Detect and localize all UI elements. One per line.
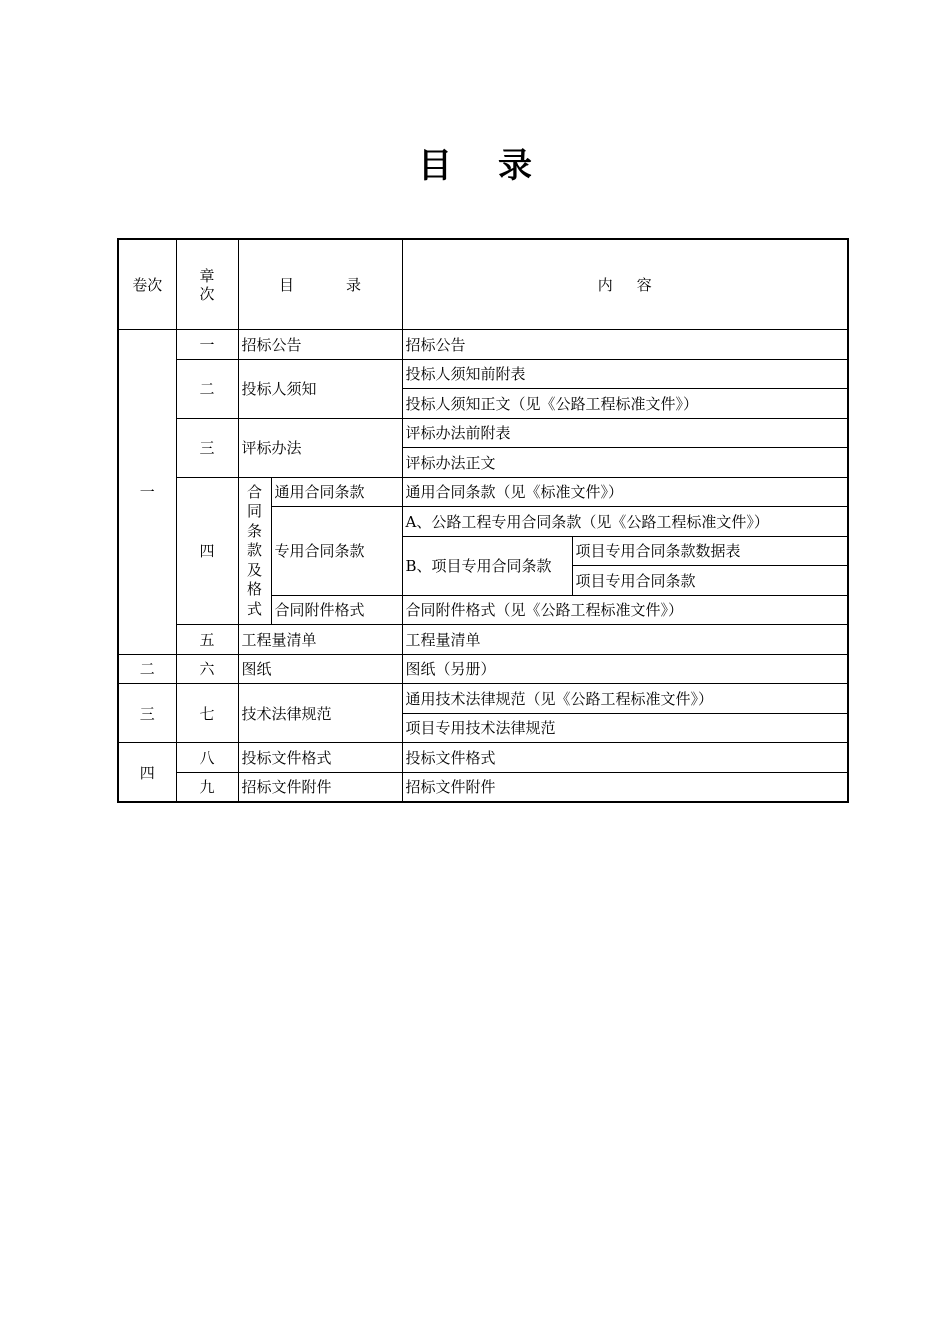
content-cell: 投标人须知正文（见《公路工程标准文件》）	[402, 389, 848, 419]
volume-cell: 一	[118, 330, 176, 655]
content-cell: 招标文件附件	[402, 772, 848, 802]
table-row	[118, 743, 848, 773]
title-char: 目	[418, 146, 452, 186]
page-title	[0, 138, 950, 187]
chapter-name: 投标人须知	[238, 359, 402, 418]
table-row	[118, 625, 848, 655]
header-chapter: 章 次	[176, 239, 238, 330]
table-row	[118, 330, 848, 360]
content-cell: 图纸（另册）	[402, 654, 848, 684]
chapter-num: 七	[176, 684, 238, 743]
header-volume: 卷次	[118, 239, 176, 330]
content-cell: 项目专用合同条款数据表	[572, 536, 848, 566]
content-cell: 项目专用技术法律规范	[402, 713, 848, 743]
table-row	[118, 477, 848, 507]
chapter-num: 八	[176, 743, 238, 773]
toc-table	[117, 238, 849, 803]
content-cell: 评标办法前附表	[402, 418, 848, 448]
chapter-num: 九	[176, 772, 238, 802]
chapter-name: 招标文件附件	[238, 772, 402, 802]
sub-name: 合同附件格式	[271, 595, 402, 625]
chapter-num: 一	[176, 330, 238, 360]
chapter-num: 五	[176, 625, 238, 655]
contract-group-label: 合 同 条 款 及 格 式	[238, 477, 271, 625]
table-row	[118, 359, 848, 389]
table-row	[118, 772, 848, 802]
content-cell: A、公路工程专用合同条款（见《公路工程标准文件》）	[402, 507, 848, 537]
sub-name: 专用合同条款	[271, 507, 402, 596]
table-row	[118, 684, 848, 714]
content-cell: 通用合同条款（见《标准文件》）	[402, 477, 848, 507]
chapter-num: 四	[176, 477, 238, 625]
table-header-row	[118, 239, 848, 330]
chapter-num: 三	[176, 418, 238, 477]
chapter-name: 工程量清单	[238, 625, 402, 655]
table-row	[118, 654, 848, 684]
volume-cell: 二	[118, 654, 176, 684]
content-cell: 工程量清单	[402, 625, 848, 655]
header-catalog: 目 录	[238, 239, 402, 330]
volume-cell: 四	[118, 743, 176, 803]
chapter-num: 二	[176, 359, 238, 418]
sub-name: 通用合同条款	[271, 477, 402, 507]
chapter-name: 评标办法	[238, 418, 402, 477]
chapter-name: 招标公告	[238, 330, 402, 360]
content-cell: 投标文件格式	[402, 743, 848, 773]
content-cell: B、项目专用合同条款	[402, 536, 572, 595]
table-row	[118, 418, 848, 448]
content-cell: 投标人须知前附表	[402, 359, 848, 389]
chapter-num: 六	[176, 654, 238, 684]
title-char: 录	[498, 146, 532, 186]
chapter-name: 投标文件格式	[238, 743, 402, 773]
content-cell: 通用技术法律规范（见《公路工程标准文件》）	[402, 684, 848, 714]
chapter-name: 图纸	[238, 654, 402, 684]
content-cell: 评标办法正文	[402, 448, 848, 478]
chapter-name: 技术法律规范	[238, 684, 402, 743]
content-cell: 招标公告	[402, 330, 848, 360]
content-cell: 合同附件格式（见《公路工程标准文件》）	[402, 595, 848, 625]
volume-cell: 三	[118, 684, 176, 743]
header-content: 内 容	[402, 239, 848, 330]
content-cell: 项目专用合同条款	[572, 566, 848, 596]
